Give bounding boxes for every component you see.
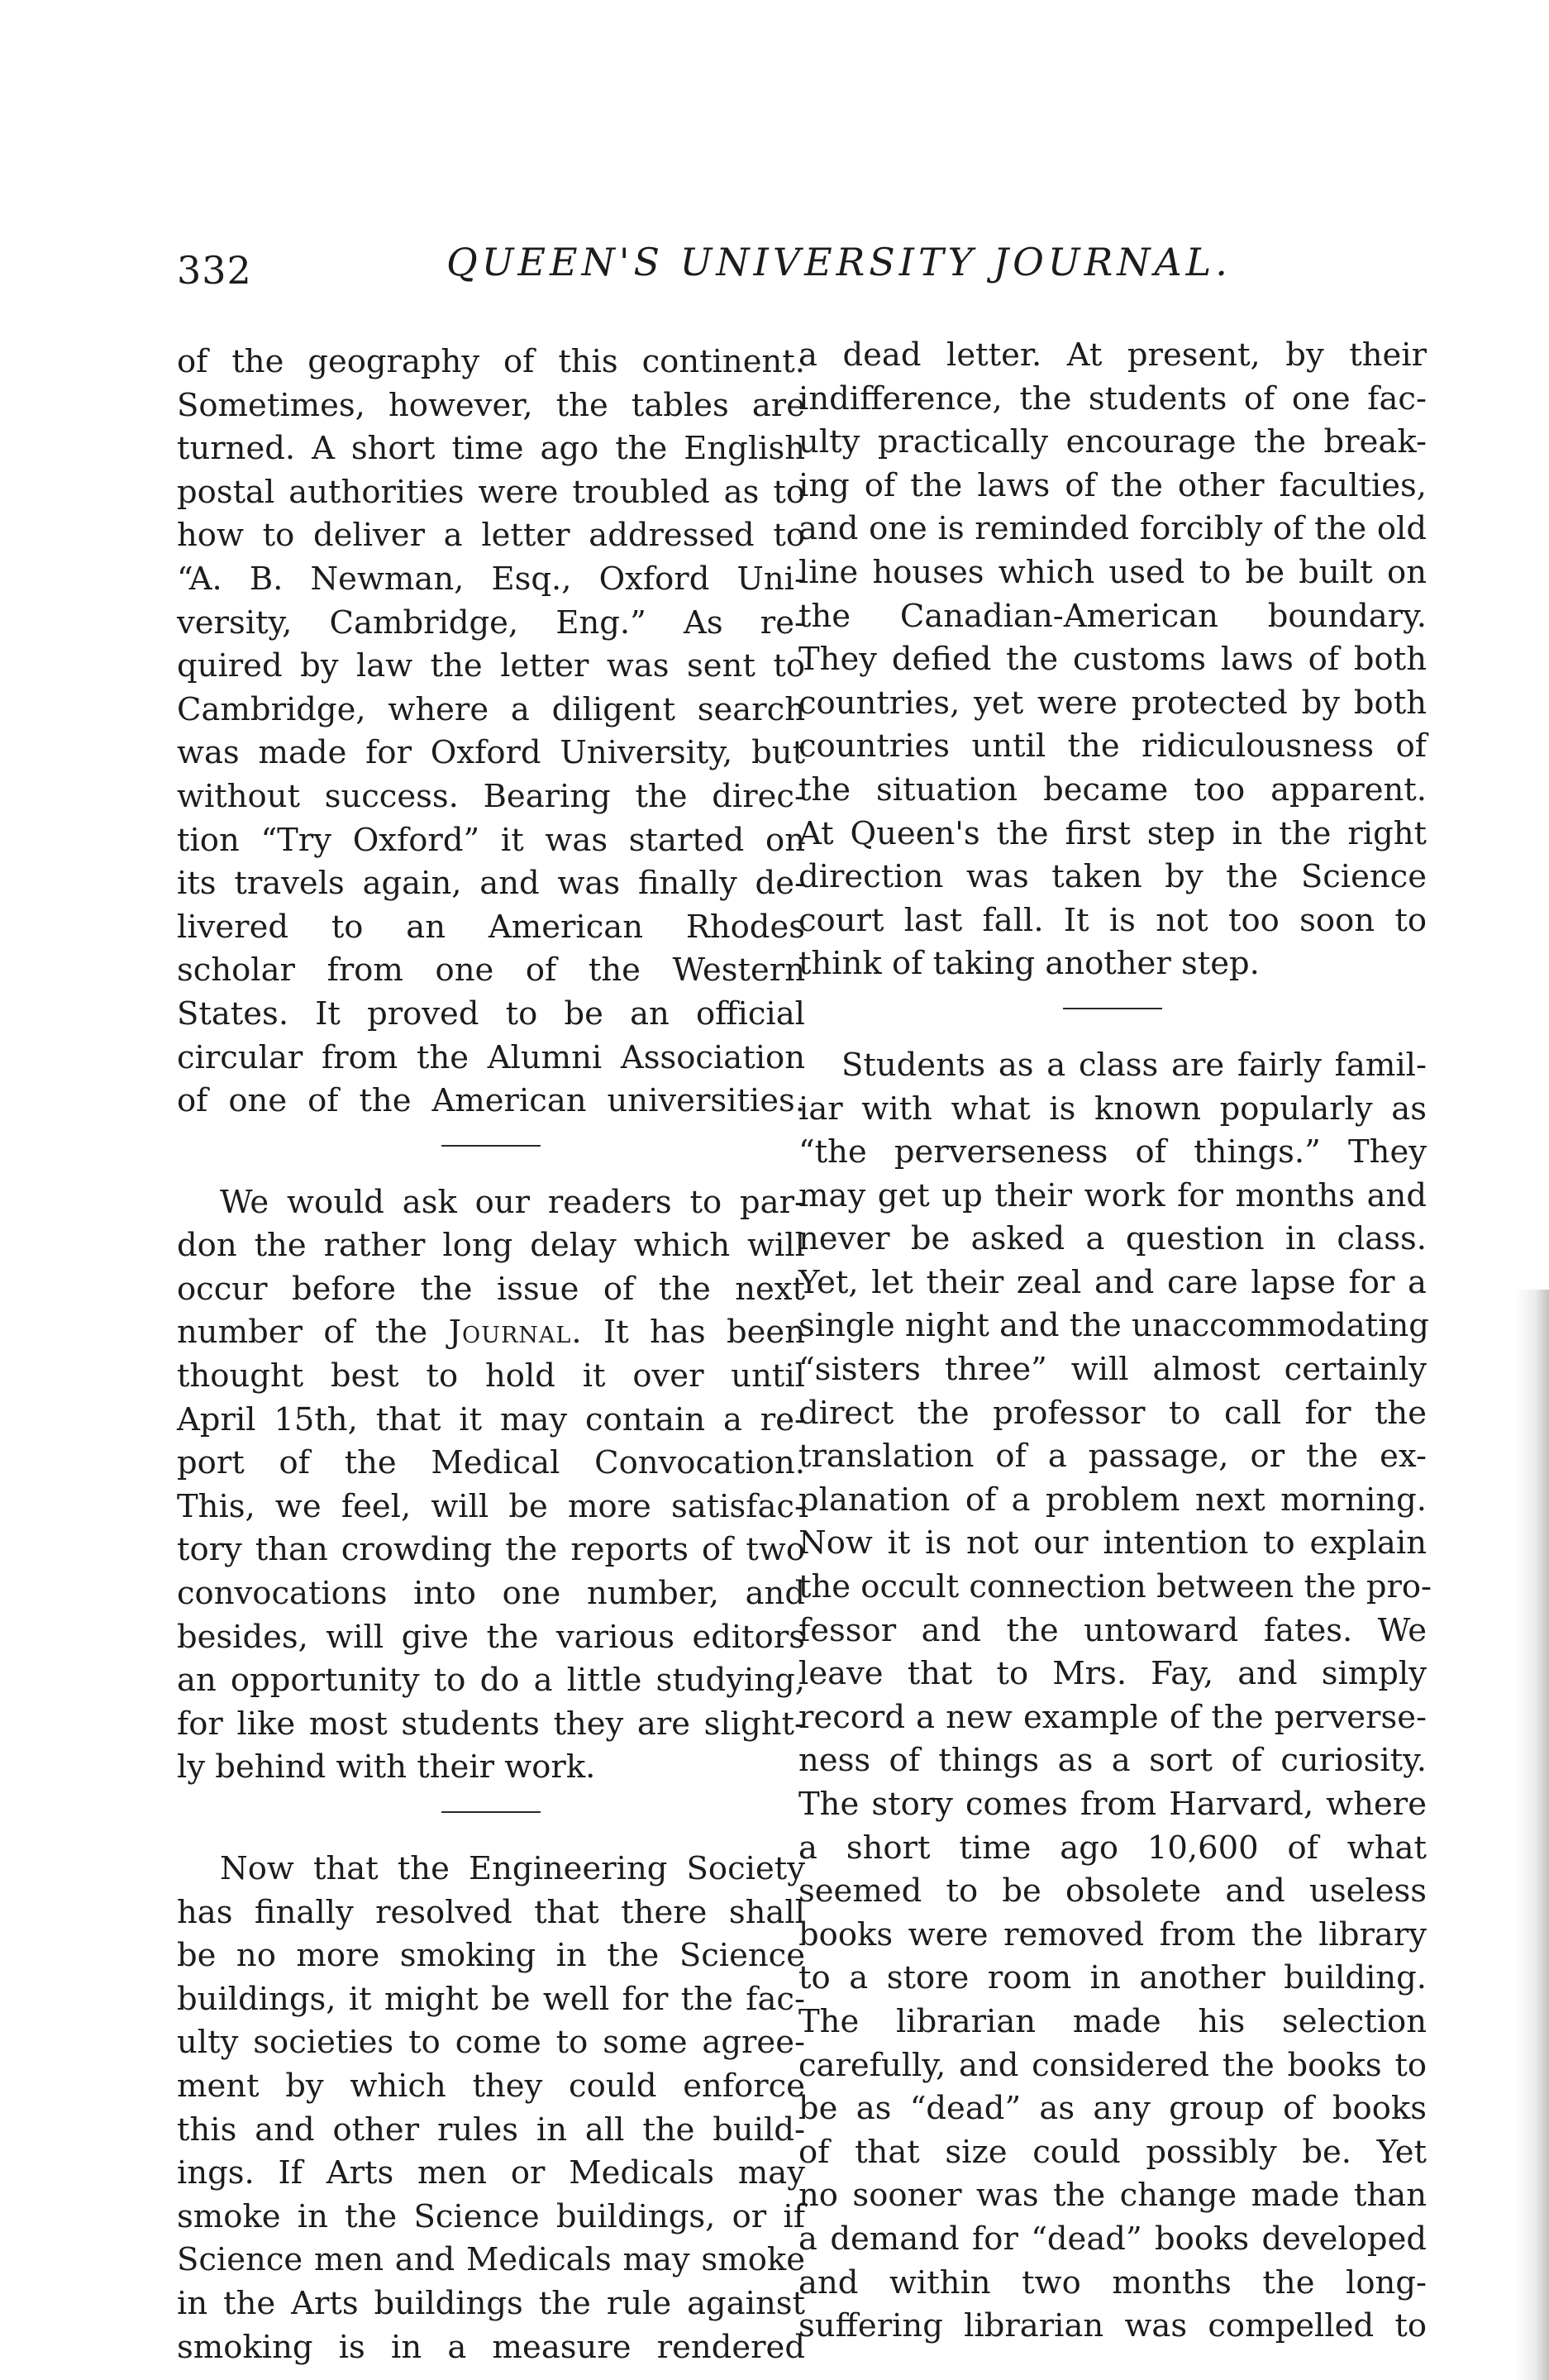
text-line: besides, will give the various editors [177,1618,805,1656]
text-line: ings. If Arts men or Medicals may [177,2154,805,2192]
journal-word: Journal. [448,1314,583,1352]
text-line: seemed to be obsolete and useless [798,1872,1427,1910]
text-line: The librarian made his selection [798,2002,1427,2040]
paragraph [177,1848,805,2369]
text-line: of the geography of this continent. [177,343,805,380]
text-line: no sooner was the change made than [798,2177,1427,2215]
text-line: single night and the unaccommodating [798,1307,1429,1345]
text-line: direct the professor to call for the [798,1394,1427,1432]
text-line: turned. A short time ago the English [177,430,805,468]
text-fragment: It has been [603,1314,805,1352]
text-line: quired by law the letter was sent to [177,647,805,685]
text-line: countries, yet were protected by both [798,684,1427,722]
text-line: its travels again, and was finally de- [177,865,805,903]
text-line: this and other rules in all the build- [177,2111,805,2149]
text-line: Cambridge, where a diligent search [177,690,805,728]
text-line: Science men and Medicals may smoke [177,2241,805,2279]
text-line: April 15th, that it may contain a re- [177,1400,805,1438]
text-line: direction was taken by the Science [798,858,1427,896]
page-number: 332 [177,248,252,293]
text-line: Now that the Engineering Society [220,1850,805,1887]
text-line: for like most students they are slight- [177,1705,805,1743]
right-column [798,334,1432,2349]
text-line: versity, Cambridge, Eng.” As re- [177,603,805,642]
text-line: planation of a problem next morning. [798,1481,1427,1519]
text-line: think of taking another step. [798,945,1260,983]
text-line: ulty practically encourage the break- [798,423,1427,461]
text-line: States. It proved to be an official [177,994,805,1033]
text-line: in the Arts buildings the rule against [177,2284,805,2322]
text-line: ulty societies to come to some agree- [177,2024,805,2062]
text-line: “the perverseness of things.” They [798,1133,1427,1171]
text-line: countries until the ridiculousness of [798,727,1427,766]
section-divider [1063,1008,1162,1009]
text-line: They defied the customs laws of both [798,641,1427,679]
text-line: carefully, and considered the books to [798,2046,1427,2084]
text-line: This, we feel, will be more satisfac- [177,1487,805,1525]
text-line: ness of things as a sort of curiosity. [798,1742,1427,1780]
text-line: the occult connection between the pro- [798,1568,1432,1606]
text-fragment: number of the [177,1314,428,1352]
text-line: ing of the laws of the other faculties, [798,466,1427,504]
text-line: circular from the Alumni Association [177,1038,805,1076]
paragraph [798,334,1427,986]
text-line: We would ask our readers to par- [220,1183,805,1221]
text-line: port of the Medical Convocation. [177,1444,805,1482]
section-divider [441,1145,541,1147]
text-line: line houses which used to be built on [798,553,1427,591]
text-line: be no more smoking in the Science [177,1937,805,1975]
text-line: postal authorities were troubled as to [177,473,805,511]
text-line: the situation became too apparent. [798,770,1427,808]
text-line: suffering librarian was compelled to [798,2307,1427,2345]
text-line: of one of the American universities. [177,1082,805,1120]
text-line: tion “Try Oxford” it was started on [177,821,805,859]
text-line: “A. B. Newman, Esq., Oxford Uni- [177,560,805,598]
text-line: occur before the issue of the next [177,1270,805,1308]
text-line: iar with what is known popularly as [798,1090,1427,1128]
text-line: leave that to Mrs. Fay, and simply [798,1655,1427,1693]
text-line: and within two months the long- [798,2263,1427,2301]
text-line: be as “dead” as any group of books [798,2090,1427,2128]
text-line: a dead letter. At present, by their [798,336,1427,374]
text-line: Students as a class are fairly famil- [841,1046,1427,1084]
text-line: how to deliver a letter addressed to [177,517,805,555]
text-line: the Canadian-American boundary. [798,597,1427,635]
text-line: don the rather long delay which will [177,1227,805,1265]
text-line: smoke in the Science buildings, or if [177,2197,805,2235]
text-line: was made for Oxford University, but [177,734,805,772]
text-line: indifference, the students of one fac- [798,379,1427,417]
text-line: Yet, let their zeal and care lapse for a [798,1263,1427,1301]
text-line: ly behind with their work. [177,1748,596,1786]
text-line: Now it is not our intention to explain [798,1524,1427,1562]
text-line: books were removed from the library [798,1915,1427,1953]
text-line: an opportunity to do a little studying, [177,1662,805,1700]
text-line: Sometimes, however, the tables are [177,386,805,424]
text-line [177,1311,805,1355]
text-line: a short time ago 10,600 of what [798,1829,1427,1867]
text-line: record a new example of the perverse- [798,1698,1427,1736]
text-line: scholar from one of the Western [177,952,805,990]
paragraph [798,1044,1432,2349]
text-line: and one is reminded forcibly of the old [798,510,1427,548]
text-line: has finally resolved that there shall [177,1893,805,1931]
text-line: livered to an American Rhodes [177,908,805,946]
text-line: translation of a passage, or the ex- [798,1438,1427,1476]
text-line: smoking is in a measure rendered [177,2328,805,2366]
page-edge-shadow [1514,1290,1549,2380]
text-line: buildings, it might be well for the fac- [177,1980,805,2018]
text-line: tory than crowding the reports of two [177,1531,805,1569]
text-line: of that size could possibly be. Yet [798,2133,1427,2171]
left-column [177,341,805,2369]
text-line: fessor and the untoward fates. We [798,1611,1427,1649]
text-line: to a store room in another building. [798,1959,1427,1997]
text-line: convocations into one number, and [177,1575,805,1613]
text-line: The story comes from Harvard, where [798,1786,1427,1823]
text-line: may get up their work for months and [798,1176,1427,1214]
text-line: “sisters three” will almost certainly [798,1351,1427,1389]
section-divider [441,1811,541,1813]
text-line: ment by which they could enforce [177,2067,805,2105]
text-line: a demand for “dead” books developed [798,2220,1427,2258]
text-line: At Queen's the first step in the right [798,814,1427,852]
paragraph [177,341,805,1123]
text-line: without success. Bearing the direc- [177,777,805,815]
running-title: QUEEN'S UNIVERSITY JOURNAL. [446,240,1232,284]
paragraph [177,1181,805,1790]
text-line: court last fall. It is not too soon to [798,901,1427,939]
text-line: never be asked a question in class. [798,1220,1427,1258]
text-line: thought best to hold it over until [177,1357,805,1395]
